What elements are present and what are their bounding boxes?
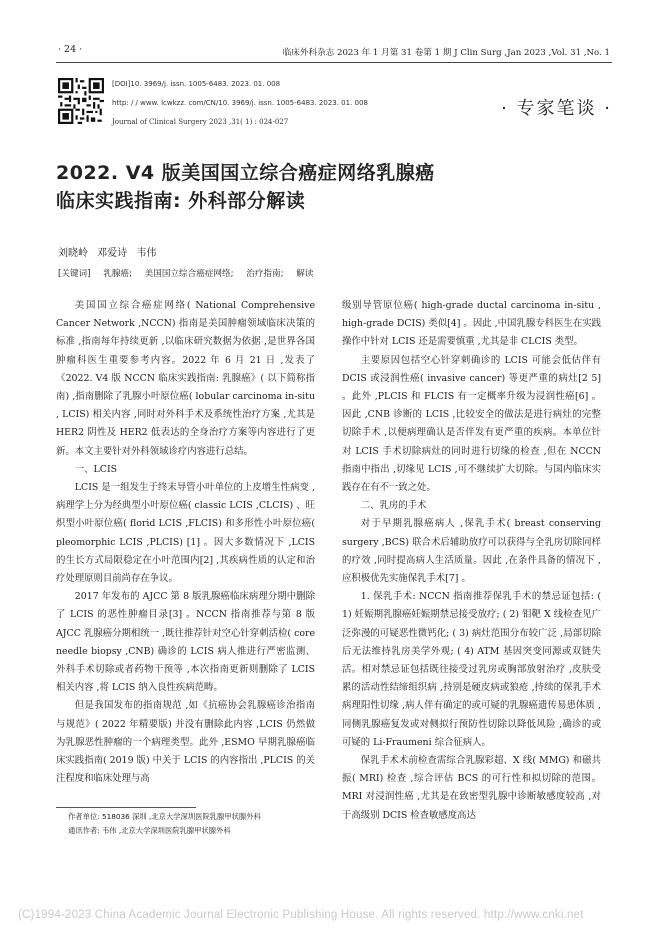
keyword-item: 美国国立综合癌症网络; (144, 269, 234, 279)
paragraph: 美国国立综合癌症网络( National Comprehensive Cancer Network ,NCCN) 指南是美国肿瘤领域临床决策的标准 ,指南每年持续更新 ,以临床研究数据为依据 ,是世界各国肿瘤科医生重要参考内容。2022 年 6 月 21 日 ,发表了《2022. V4 版 NCCN 临床实践指南: 乳腺癌》( 以下简称指南) ,指南删除了乳腺小叶原位癌( lobular carcinoma in-situ , LCIS) 相关内容 ,同时对外科手术及系统性治疗方案 ,尤其是 HER2 阴性及 HER2 低表达的全身治疗方案等内容进行了更新。本文主要针对外科领域诊疗内容进行总结。 (56, 300, 315, 457)
keyword-item: 治疗指南; (246, 269, 284, 279)
doi-line: [DOI]10. 3969/j. issn. 1005-6483. 2023. 01. 008 (112, 80, 281, 88)
article-url: http: / / www. lcwkzz. com/CN/10. 3969/j. issn. 1005-6483. 2023. 01. 008 (112, 99, 368, 107)
author-list: 刘晓岭 邓爱诗 韦伟 (58, 248, 157, 259)
paragraph: 2017 年发布的 AJCC 第 8 版乳腺癌临床病理分期中删除了 LCIS 的恶性肿瘤目录[3] 。NCCN 指南推荐与第 8 版 AJCC 乳腺癌分期相统一 ,既往推荐针对空心针穿刺活检( core needle biopsy ,CNB) 确诊的 LCIS 病人推进行严密监测、外科手术切除或者药物干预等 ,本次指南更新则删除了 LCIS 相关内容 ,将 LCIS 纳入良性疾病范畴。 (56, 591, 315, 694)
article-title-line-1: 2022. V4 版美国国立综合癌症网络乳腺癌 (56, 162, 435, 184)
section-label: · 专家笔谈 · (501, 98, 612, 119)
paragraph: 对于早期乳腺癌病人 ,保乳手术( breast conserving surgery ,BCS) 联合术后辅助放疗可以获得与全乳房切除同样的疗效 ,同时提高病人生活质量。因此 ,在条件具备的情况下 ,应积极优先实施保乳手术[7] 。 (342, 518, 601, 585)
keyword-item: 解读 (296, 269, 314, 279)
corresponding-author: 通讯作者: 韦伟 ,北京大学深圳医院乳腺甲状腺外科 (68, 826, 231, 835)
keywords (58, 267, 323, 279)
keywords-label: [关键词] (58, 269, 91, 279)
author-affiliation: 作者单位: 518036 深圳 ,北京大学深圳医院乳腺甲状腺外科 (68, 812, 261, 821)
article-title-line-2: 临床实践指南: 外科部分解读 (56, 190, 306, 212)
section-heading: 二、乳房的手术 (360, 500, 427, 512)
copyright-notice: (C)1994-2023 China Academic Journal Electronic Publishing House. All rights reserved. http://www.cnki.net (18, 909, 584, 921)
keyword-item: 乳腺癌; (103, 269, 132, 279)
paragraph: 主要原因包括空心针穿刺确诊的 LCIS 可能会低估伴有 DCIS 或浸润性癌( invasive cancer) 等更严重的病灶[2 5] 。此外 ,PLCIS 和 FLCIS 有一定概率升级为浸润性癌[6] 。因此 ,CNB 诊断的 LCIS ,比较安全的做法是进行病灶的完整切除手术 ,以便病理确认是否伴发有更严重的疾病。本单位针对 LCIS 手术切除病灶的同时进行切缘的检查 ,但在 NCCN 指南中指出 ,切缘见 LCIS ,可不继续扩大切除。与国内临床实践存在有不一致之处。 (342, 354, 601, 494)
paragraph: 但是我国发布的指南规范 ,如《抗癌协会乳腺癌诊治指南与规范》( 2022 年精要版) 并没有删除此内容 ,LCIS 仍然做为乳腺恶性肿瘤的一个病理类型。此外 ,ESMO 早期乳腺癌临床实践指南( 2019 版) 中关于 LCIS 的内容指出 ,PLCIS 的关注程度和临床处理与高 (56, 700, 315, 785)
qr-code-icon (58, 78, 104, 124)
page-number: · 24 · (58, 44, 83, 55)
citation-line: Journal of Clinical Surgery 2023 ,31( 1) : 024-027 (112, 118, 289, 126)
journal-running-header: 临床外科杂志 2023 年 1 月第 31 卷第 1 期 J Clin Surg ,Jan 2023 ,Vol. 31 ,No. 1 (282, 48, 610, 58)
paragraph: LCIS 是一组发生于终末导管小叶单位的上皮增生性病变 ,病理学上分为经典型小叶原位癌( classic LCIS ,CLCIS) 、旺炽型小叶原位癌( florid LCIS ,FLCIS) 和多形性小叶原位癌( pleomorphic LCIS ,PLCIS) [1] 。因大多数情况下 ,LCIS 的生长方式局限稳定在小叶范围内[2] ,其疾病性质的认定和治疗处理原则目前尚存在争议。 (56, 482, 315, 585)
right-column (342, 297, 601, 825)
header-rule (56, 62, 612, 63)
footnote-rule (56, 807, 196, 808)
left-column (56, 297, 315, 788)
paragraph: 1. 保乳手术: NCCN 指南推荐保乳手术的禁忌证包括: ( 1) 妊娠期乳腺癌妊娠期禁忌接受放疗; ( 2) 钼靶 X 线检查见广泛弥漫的可疑恶性微钙化; ( 3) 病灶范围分布较广泛 ,局部切除后无法维持乳房美学外观; ( 4) ATM 基因突变同源或双链失活。相对禁忌证包括既往接受过乳房或胸部放射治疗 ,皮肤受累的活动性结缔组织病 ,持别是硬皮病或狼疮 ,持续的保乳手术病理阳性切缘 ,病人伴有确定的或可疑的乳腺癌遗传易患体质 ,同侧乳腺癌复发或对侧拟行预防性切除以降低风险 ,确诊的或可疑的 Li-Fraumeni 综合征病人。 (342, 591, 601, 748)
paragraph: 级别导管原位癌( high-grade ductal carcinoma in-situ , high-grade DCIS) 类似[4] 。因此 ,中国乳腺专科医生在实践操作中针对 LCIS 还是需要慎重 ,尤其是非 CLCIS 类型。 (342, 300, 601, 348)
section-heading: 一、LCIS (74, 463, 118, 475)
paragraph: 保乳手术术前检查需综合乳腺彩超、X 线( MMG) 和磁共振( MRI) 检查 ,综合评估 BCS 的可行性和拟切除的范围。MRI 对浸润性癌 ,尤其是在致密型乳腺中诊断敏感度较高 ,对于高级别 DCIS 检查敏感度高达 (342, 755, 601, 821)
